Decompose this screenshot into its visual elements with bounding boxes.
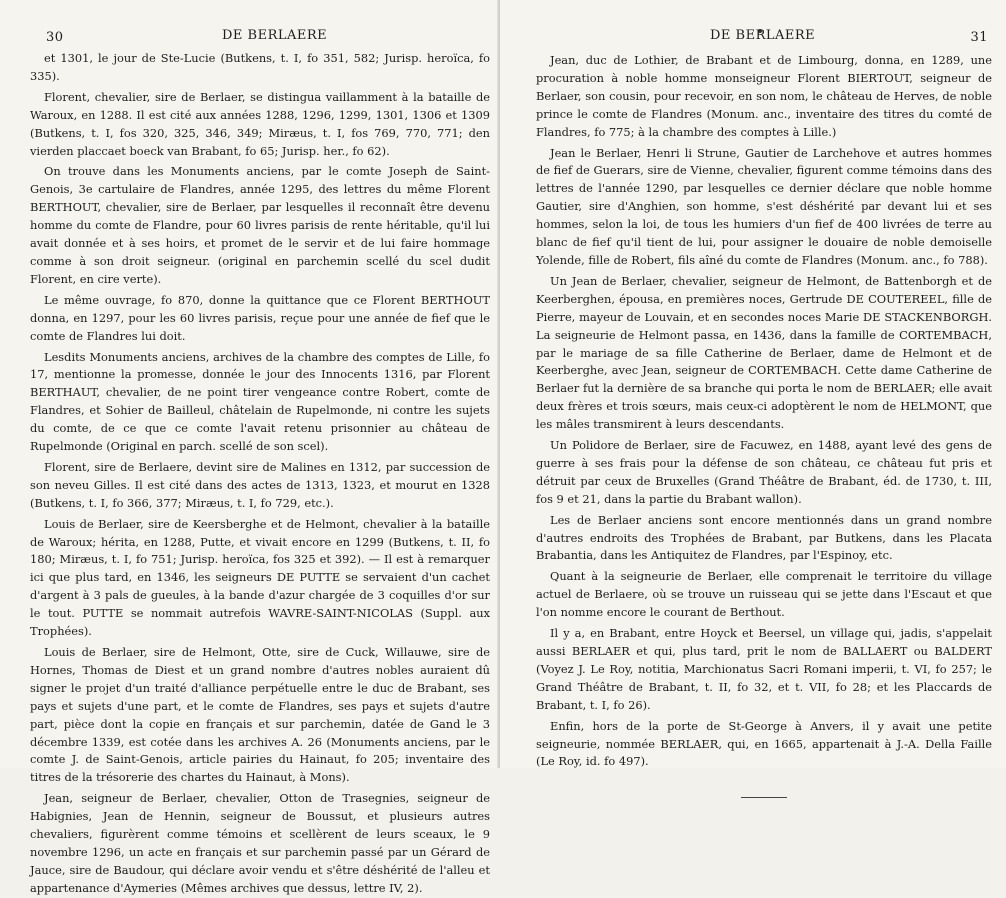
- paragraph: Un Polidore de Berlaer, sire de Facuwez, en 1488, ayant levé des gens de guerre à ses frais pour la défense de son château, ce château fut pris et détruit par ceux de Bruxelles (Grand Théâtre de Brabant, éd. de 1730, t. III, fos 9 et 21, dans la partie du Brabant wallon).: [536, 438, 992, 506]
- paragraph: Florent, sire de Berlaere, devint sire de Malines en 1312, par succession de son neveu Gilles. Il est cité dans des actes de 1313, 1323, et mourut en 1328 (Butkens, t. I, fo 366, 377; Miræus, t. I, fo 729, etc.).: [30, 459, 490, 510]
- paragraph: Les de Berlaer anciens sont encore mentionnés dans un grand nombre d'autres endroits des Trophées de Brabant, par Butkens, dans les Placata Brabantia, dans les Antiquitez de Flandres, par l'Espinoy, etc.: [536, 512, 992, 563]
- paragraph: Il y a, en Brabant, entre Hoyck et Beersel, un village qui, jadis, s'appelait aussi BERLAER et qui, plus tard, prit le nom de BALLAERT ou BALDERT (Voyez J. Le Roy, notitia, Marchionatus Sacri Romani imperii, t. VI, fo 257; le Grand Théâtre de Brabant, t. II, fo 32, et t. VII, fo 28; et les Placcards de Brabant, t. I, fo 26).: [536, 626, 992, 712]
- paragraph: Jean le Berlaer, Henri li Strune, Gautier de Larchehove et autres hommes de fief de Guerars, sire de Vienne, chevalier, figurent comme témoins dans des lettres de l'année 1290, par lesquelles ce dernier déclare que noble homme Gautier, sire d'Anghien, son homme, s'est déshérité par devant lui et ses hommes, selon la loi, de tous les humiers d'un fief de 400 livrées de terre au blanc de fief qu'il tient de lui, pour assigner le douaire de noble demoiselle Yolende, fille de Robert, fils aîné du comte de Flandres (Monum. anc., fo 788).: [536, 145, 992, 267]
- right-page-header: [536, 24, 992, 46]
- left-page-number: 30: [46, 30, 64, 45]
- left-page: [0, 0, 500, 895]
- paragraph: Enfin, hors de la porte de St-George à Anvers, il y avait une petite seigneurie, nommée BERLAER, qui, en 1665, appartenait à J.-A. Della Faille (Le Roy, id. fo 497).: [536, 718, 992, 769]
- paragraph: Le même ouvrage, fo 870, donne la quittance que ce Florent BERTHOUT donna, en 1297, pour les 60 livres parisis, reçue pour une année de fief que le comte de Flandres lui doit.: [30, 292, 490, 343]
- paragraph: Jean, seigneur de Berlaer, chevalier, Otton de Trasegnies, seigneur de Habignies, Jean de Hennin, seigneur de Boussut, et plusieurs autres chevaliers, figurèrent comme témoins et scellèrent de leurs sceaux, le 9 novembre 1296, un acte en français et sur parchemin passé par un Gérard de Jauce, sire de Baudour, qui déclare avoir vendu et s'être déshérité de l'alleu et appartenance d'Aymeries (Mêmes archives que dessus, lettre IV, 2).: [30, 791, 490, 895]
- paragraph: Quant à la seigneurie de Berlaer, elle comprenait le territoire du village actuel de Berlaere, où se trouve un ruisseau qui se jette dans l'Escaut et que l'on nomme encore le courant de Berthout.: [536, 569, 992, 620]
- right-running-title: DE BERLAERE: [710, 28, 816, 43]
- paragraph: Louis de Berlaer, sire de Keersberghe et de Helmont, chevalier à la bataille de Waroux; hérita, en 1288, Putte, et vivait encore en 1299 (Butkens, t. II, fo 180; Miræus, t. I, fo 751; Jurisp. heroïca, fos 325 et 392). — Il est à remarquer ici que plus tard, en 1346, les seigneurs DE PUTTE se servaient d'un cachet d'argent à 3 pals de gueules, à la bande d'azur chargée de 3 coquilles d'or sur le tout. PUTTE se nommait autrefois WAVRE-SAINT-NICOLAS (Suppl. aux Trophées).: [30, 516, 490, 639]
- right-page: [500, 0, 1006, 768]
- paragraph: et 1301, le jour de Ste-Lucie (Butkens, t. I, fo 351, 582; Jurisp. heroïca, fo 335).: [30, 51, 490, 83]
- left-page-header: [30, 24, 490, 46]
- paragraph: Florent, chevalier, sire de Berlaer, se distingua vaillamment à la bataille de Waroux, en 1288. Il est cité aux années 1288, 1296, 1299, 1301, 1306 et 1309 (Butkens, t. I, fos 320, 325, 346, 349; Miræus, t. I, fos 769, 770, 771; den vierden placcaet boeck van Brabant, fo 65; Jurisp. her., fo 62).: [30, 89, 490, 158]
- left-page-text: [30, 50, 490, 898]
- left-running-title: DE BERLAERE: [222, 28, 328, 43]
- paragraph: On trouve dans les Monuments anciens, par le comte Joseph de Saint-Genois, 3e cartulaire de Flandres, année 1295, des lettres du même Florent BERTHOUT, chevalier, sire de Berlaer, par lesquelles il reconnaît être devenu homme du comte de Flandre, pour 60 livres parisis de rente héritable, qu'il lui avait donnée et à ses hoirs, et promet de le servir et de lui faire hommage comme à son droit seigneur. (original en parchemin scellé du scel dudit Florent, en cire verte).: [30, 164, 490, 286]
- right-page-number: 31: [970, 30, 988, 45]
- paragraph: Un Jean de Berlaer, chevalier, seigneur de Helmont, de Battenborgh et de Keerberghen, épousa, en premières noces, Gertrude DE COUTEREEL, fille de Pierre, mayeur de Louvain, et en secondes noces Marie DE STACKENBORGH. La seigneurie de Helmont passa, en 1436, dans la famille de CORTEMBACH, par le mariage de sa fille Catherine de Berlaer, dame de Helmont et de Keerberghe, avec Jean, seigneur de CORTEMBACH. Cette dame Catherine de Berlaer fut la dernière de sa branche qui porta le nom de BERLAER; elle avait deux frères et trois sœurs, mais ceux-ci adoptèrent le nom de HELMONT, que les mâles transmirent à leurs descendants.: [536, 273, 992, 432]
- paragraph: Lesdits Monuments anciens, archives de la chambre des comptes de Lille, fo 17, mentionne la promesse, donnée le jour des Innocents 1316, par Florent BERTHAUT, chevalier, de ne point tirer vengeance contre Robert, comte de Flandres, et Sohier de Bailleul, châtelain de Rupelmonde, ni contre les sujets du comte, de ce que ce comte l'avait retenu prisonnier au château de Rupelmonde (Original en parch. scellé de son scel).: [30, 349, 490, 454]
- paragraph: Louis de Berlaer, sire de Helmont, Otte, sire de Cuck, Willauwe, sire de Hornes, Thomas de Diest et un grand nombre d'autres nobles auraient dû signer le projet d'un traité d'alliance perpétuelle entre le duc de Brabant, ses pays et sujets d'une part, et le comte de Flandres, ses pays et sujets d'autre part, pièce dont la copie en français et sur parchemin, datée de Gand le 3 décembre 1339, est cotée dans les archives A. 26 (Monuments anciens, par le comte J. de Saint-Genois, article pairies du Hainaut, fo 205; inventaire des titres de la trésorerie des chartes du Hainaut, à Mons).: [30, 645, 490, 785]
- end-rule: [741, 797, 787, 798]
- right-page-text: [536, 52, 992, 771]
- paragraph: Jean, duc de Lothier, de Brabant et de Limbourg, donna, en 1289, une procuration à noble homme monseigneur Florent BIERTOUT, seigneur de Berlaer, son cousin, pour recevoir, en son nom, le château de Herves, de noble prince le comte de Flandres (Monum. anc., inventaire des titres du comté de Flandres, fo 775; à la chambre des comptes à Lille.): [536, 53, 992, 139]
